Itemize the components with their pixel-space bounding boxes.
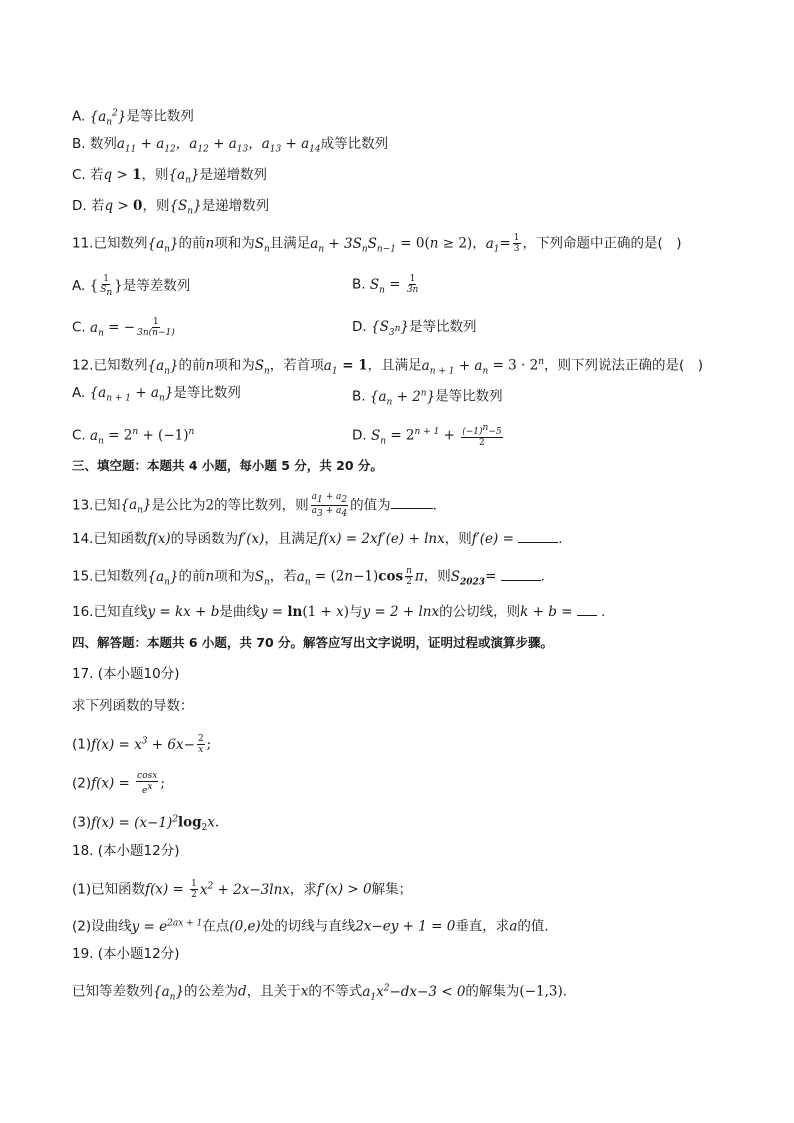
math-expr: $a_n + 3S_nS_{n-1}$ [310, 235, 396, 255]
stem-text: 且满足 [269, 235, 311, 252]
math-expr: $\{a_n\}$ [168, 167, 200, 186]
math-expr: $\{a_n\}$ [147, 357, 179, 377]
stem-text: . [432, 497, 437, 514]
part-text: ，求 [289, 881, 317, 898]
q10-option-b [72, 134, 388, 160]
math-expr: n [205, 357, 215, 374]
section-4-heading: 四、解答题：本题共 6 小题，共 70 分。解答应写出文字说明，证明过程或演算步骤。 [72, 635, 554, 650]
fraction: $\frac{(-1)^n-5}{2}$ [462, 423, 502, 448]
math-expr: $\{S_{3^n}\}$ [370, 319, 409, 338]
math-expr: f(x) = 2xf′(e) + lnx [318, 531, 445, 547]
stem-text: 的公切线，则 [439, 604, 521, 620]
q18-part-1: (1)已知函数f(x) = $\frac{1}{2}$ $x^2 + 2x-3\ln x$，求f′(x) > 0解集； [72, 879, 413, 900]
stem-text: 已知等差数列 [72, 983, 153, 1000]
answer-blank[interactable] [501, 568, 541, 581]
q11-stem: 11.已知数列$\{a_n\}$的前n项和为$S_n$且满足$a_n + 3S_nS_{n-1} = 0(n \ge 2)$，$a_1=$ $\frac{1}{3}$ ，下列命题中正确的是( ) [72, 233, 682, 255]
stem-text: 与 [348, 604, 363, 620]
option-letter: A. [72, 108, 86, 125]
math-expr: $a_n$ [90, 427, 104, 447]
stem-text: ，则下列说法正确的是( ) [544, 357, 704, 374]
math-expr: f(x) = [91, 775, 135, 792]
q16: 16.已知直线y = kx + b是曲线y = ln(1 + x)与y = 2 + lnx的公切线，则k + b = . [72, 604, 606, 620]
option-letter: D. [352, 427, 367, 444]
stem-text: 的值为 [350, 497, 391, 514]
part-text: 的值. [517, 918, 549, 935]
question-number: 12. [72, 357, 94, 374]
q12-option-a [72, 383, 241, 409]
q12-option-d: D. $S_n = 2^{n + 1}$ + $\frac{(-1)^n-5}{2}$ [352, 423, 502, 448]
stem-text: ， [472, 235, 486, 252]
math-expr: (−1,3) [519, 983, 563, 1000]
option-text: 是等比数列 [408, 319, 477, 335]
stem-text: 的解集为 [465, 983, 520, 1000]
option-text: 是等差数列 [122, 277, 191, 294]
math-expr: $a_{11} + a_{12}$，$a_{12} + a_{13}$，$a_{13} + a_{14}$ [116, 136, 321, 155]
math-expr: q [104, 198, 114, 214]
part-text: (2)设曲线 [72, 918, 132, 935]
option-letter: C. [72, 167, 86, 183]
question-number: 11. [72, 235, 94, 252]
stem-text: 的公差为 [184, 983, 239, 1000]
option-letter: C. [72, 427, 86, 444]
q11-option-d [352, 317, 476, 343]
q12-option-b [352, 383, 503, 412]
q17-part-3: $(3)f(x) = (x-1)^2\log_2x$. [72, 814, 220, 834]
stem-text: 是曲线 [219, 604, 260, 620]
fraction: $\frac{n}{2}$ [406, 566, 412, 587]
math-expr: f′(e) = [471, 531, 519, 547]
stem-text: 的前 [178, 568, 206, 585]
q17-part-2: (2)f(x) = $\frac{\cos x}{e^x}$ ; [72, 771, 165, 796]
math-expr: $S_n$ [254, 235, 270, 255]
q18-part-2 [72, 913, 549, 937]
section-3-heading: 三、填空题：本题共 4 小题，每小题 5 分，共 20 分。 [72, 458, 383, 473]
math-expr: $S_{2023}$ [450, 568, 486, 588]
part-text: 解集； [371, 881, 413, 898]
fraction: $\frac{1}{3n}$ [406, 274, 419, 295]
stem-text: . [540, 568, 545, 585]
stem-text: . [562, 983, 568, 1000]
stem-text: ，则 [444, 531, 472, 547]
q17-intro: 求下列函数的导数： [72, 698, 194, 714]
option-text: 是递增数列 [201, 198, 270, 214]
math-expr: $S_n$ [370, 427, 387, 447]
option-text: 若 [90, 198, 105, 214]
stem-text: 已知函数 [93, 531, 148, 547]
math-expr: $a_n$ [90, 319, 104, 339]
option-text: 成等比数列 [320, 136, 389, 152]
stem-text: 的前 [178, 235, 206, 252]
stem-text: ，若首项 [269, 357, 324, 374]
q10-option-c: C. 若q > 1，则$\{a_n\}$是递增数列 [72, 167, 268, 186]
stem-text: 的导函数为 [170, 531, 239, 547]
q10-option-a [72, 103, 194, 132]
math-expr: $\{S_n\}$ [169, 198, 202, 217]
stem-text: 已知直线 [93, 604, 148, 620]
q11-option-a: A. { $\frac{1}{S_n}$ }是等差数列 [72, 274, 191, 298]
q11-option-b: B. $S_n$ = $\frac{1}{3n}$ [352, 274, 419, 296]
math-expr: $S_n$ [254, 568, 270, 588]
stem-text: 已知数列 [93, 357, 148, 374]
math-expr: y = 2 + lnx [362, 604, 440, 620]
question-number: 15. [72, 568, 94, 585]
part-label: (2) [72, 775, 92, 792]
math-expr: f′(x) > 0 [316, 881, 372, 898]
fraction: $\frac{1}{3}$ [513, 233, 520, 254]
q14 [72, 529, 563, 549]
math-expr: k + b = [520, 604, 577, 620]
fraction: $\frac{2}{x}$ [197, 734, 204, 755]
q18-heading: 18. (本小题12分) [72, 843, 180, 859]
option-letter: B. [352, 276, 366, 293]
stem-text: ，则 [423, 568, 451, 585]
q17-part-1: $(1)f(x) = x^3 + 6x-$ $\frac{2}{x}$ ; [72, 734, 212, 755]
q12-stem: 12.已知数列$\{a_n\}$的前n项和为$S_n$，若首项$a_1 = 1$，且满足$a_{n + 1} + a_n = 3 \cdot 2^n$，则下列说法正确的是( ) [72, 357, 704, 377]
answer-blank[interactable] [518, 530, 558, 543]
fraction: $\frac{1}{2}$ [191, 879, 197, 900]
q15: 15.已知数列$\{a_n\}$的前n项和为$S_n$，若$a_n = (2n-1)\cos$ $\frac{n}{2}$ π，则$S_{2023}=$ . [72, 566, 545, 588]
math-expr: y = [259, 604, 288, 620]
math-expr: $a_{n + 1} + a_n$ [421, 357, 489, 377]
math-expr: $f(x) = x^3 + 6x-$ [91, 736, 195, 753]
stem-text: 已知 [93, 497, 121, 514]
math-expr: f(x) [147, 531, 171, 547]
stem-text: 项和为 [214, 357, 255, 374]
q10-option-d: D. 若q > 0，则$\{S_n\}$是递增数列 [72, 198, 270, 217]
question-number: 16. [72, 604, 94, 620]
stem-text: 项和为 [214, 235, 255, 252]
q17-heading: 17. (本小题10分) [72, 666, 180, 682]
option-text: ，则 [142, 198, 170, 214]
math-expr: q [103, 167, 113, 183]
option-letter: A. [72, 385, 86, 401]
stem-text: . [558, 531, 563, 547]
math-expr: $\{a_n\}$ [147, 235, 179, 255]
math-expr: $\{a_n\}$ [153, 983, 185, 1003]
math-expr: f′(x) [238, 531, 265, 547]
q13: 13.已知$\{a_n\}$是公比为2的等比数列，则 $\frac{a_1 + a_2}{a_3 + a_4}$ 的值为 . [72, 492, 437, 519]
math-expr: y = kx + b [147, 604, 220, 620]
option-letter: C. [72, 319, 86, 336]
math-expr: $S_n$ [369, 276, 385, 296]
option-text: 是等比数列 [126, 108, 194, 125]
math-expr: $\{a_n\}$ [120, 497, 152, 516]
fraction: $\frac{a_1 + a_2}{a_3 + a_4}$ [311, 492, 348, 519]
option-text: ，则 [141, 167, 169, 183]
part-text: 在点 [202, 918, 230, 935]
option-text: 是递增数列 [199, 167, 268, 183]
stem-text: ，且关于 [246, 983, 301, 1000]
option-text: 数列 [89, 136, 117, 152]
answer-blank[interactable] [391, 496, 433, 509]
stem-text: ，下列命题中正确的是( ) [522, 235, 682, 252]
stem-text: 已知数列 [93, 568, 148, 585]
option-letter: A. [72, 277, 86, 294]
fraction: $\frac{1}{S_n}$ [100, 274, 113, 298]
stem-text: ，且满足 [367, 357, 422, 374]
q19-heading: 19. (本小题12分) [72, 946, 180, 962]
question-number: 14. [72, 531, 94, 547]
math-expr: $a_1$ [323, 357, 338, 377]
math-expr: 2x−ey + 1 = 0 [355, 918, 456, 935]
math-expr: $y = e^{2ax + 1}$ [131, 918, 203, 935]
math-expr: $S_n$ [254, 357, 270, 377]
part-text: 垂直，求 [455, 918, 510, 935]
stem-text: . [601, 604, 606, 620]
math-expr: (0,e) [229, 918, 261, 935]
option-letter: D. [72, 198, 87, 214]
math-expr: d [238, 983, 247, 1000]
stem-text: 的不等式 [308, 983, 363, 1000]
stem-text: 项和为 [214, 568, 255, 585]
math-expr: $f(x) = (x-1)^2$ [91, 814, 178, 831]
option-text: 是等比数列 [173, 385, 241, 401]
option-text: 若 [90, 167, 104, 183]
stem-text: 已知数列 [93, 235, 148, 252]
q11-option-c: C. $a_n$ = − $\frac{1}{3n(n-1)}$ [72, 317, 175, 339]
q19-stem [72, 978, 567, 1007]
stem-text: 是公比为 [151, 497, 206, 514]
math-expr: $\{a_{n + 1} + a_n\}$ [89, 385, 174, 404]
math-expr: $a_1x^2-dx-3 < 0$ [362, 983, 466, 1003]
option-text: 是等比数列 [435, 388, 503, 405]
part-label: (1) [72, 736, 92, 753]
stem-text: ，且满足 [264, 531, 319, 547]
option-letter: D. [352, 319, 367, 335]
math-expr: f(x) = [145, 881, 189, 898]
option-letter: B. [72, 136, 86, 152]
math-expr: n [205, 568, 215, 585]
question-number: 13. [72, 497, 94, 514]
math-expr: $\{a_n + 2^n\}$ [369, 388, 436, 408]
part-text: 处的切线与直线 [260, 918, 356, 935]
stem-text: ，若 [269, 568, 297, 585]
stem-text: 的等比数列，则 [214, 497, 309, 514]
math-expr: $\{a_n\}$ [147, 568, 179, 588]
math-expr: $a_n$ [296, 568, 311, 588]
part-label: (3) [72, 814, 92, 831]
math-expr: $\{a_n^2\}$ [89, 108, 127, 128]
math-expr: a [509, 918, 518, 935]
q12-option-c: C. $a_n = 2^n + (-1)^n$ [72, 427, 195, 447]
answer-blank[interactable] [577, 603, 597, 616]
option-letter: B. [352, 388, 366, 405]
math-expr: x [300, 983, 309, 1000]
stem-text: 的前 [178, 357, 206, 374]
part-text: (1)已知函数 [72, 881, 146, 898]
math-expr: $a_1$ [485, 235, 500, 255]
math-expr: n [205, 235, 215, 252]
fraction: $\frac{1}{3n(n-1)}$ [137, 317, 175, 338]
fraction: $\frac{\cos x}{e^x}$ [137, 771, 158, 796]
